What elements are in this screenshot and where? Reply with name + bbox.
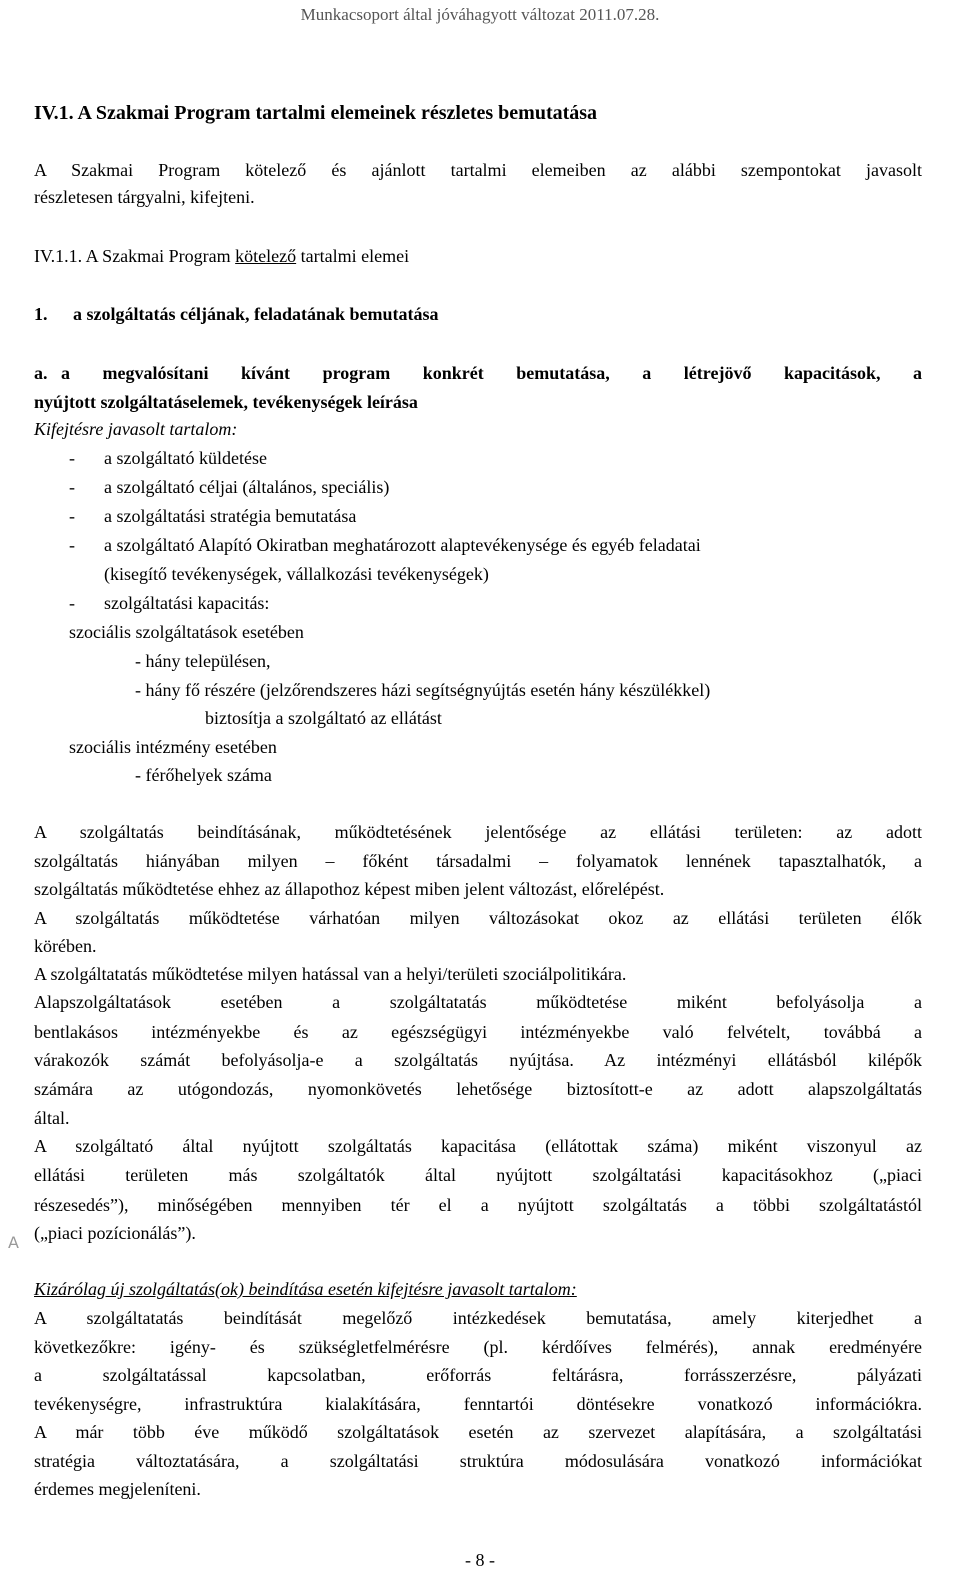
new-service-line: A már több éve működő szolgáltatások esetén az szervezet alapítására, a szolgáltatási (34, 1422, 922, 1442)
item-a-line-1: a megvalósítani kívánt program konkrét bemutatása, a létrejövő kapacitások, a (61, 363, 922, 383)
paragraph-line: A szolgáltatatás működtetése milyen hatással van a helyi/területi szociálpolitikára. (34, 964, 627, 984)
paragraph-line: ellátási területen más szolgáltatók által nyújtott szolgáltatási kapacitásokhoz („piaci (34, 1165, 922, 1185)
bullet-item: a szolgáltató céljai (általános, speciális) (104, 477, 390, 497)
paragraph-line: szolgáltatás működtetése ehhez az állapothoz képest miben jelent változást, előrelépést. (34, 879, 665, 899)
bullet-dash: - (69, 448, 75, 468)
new-service-line: a szolgáltatással kapcsolatban, erőforrás feltárásra, forrásszerzésre, pályázati (34, 1365, 922, 1385)
bullet-item: a szolgáltató Alapító Okiratban meghatározott alaptevékenysége és egyéb feladatai (104, 535, 701, 555)
subsection-underlined: kötelező (235, 246, 297, 266)
paragraph-line: A szolgáltató által nyújtott szolgáltatás kapacitása (ellátottak száma) miként viszonyul az (34, 1136, 922, 1156)
bullet-dash: - (69, 535, 75, 555)
paragraph-line: A szolgáltatás működtetése várhatóan milyen változásokat okoz az ellátási területen élők (34, 908, 922, 928)
subsection-prefix: IV.1.1. A Szakmai Program (34, 246, 236, 266)
capacity-sub-item-continuation: biztosítja a szolgáltató az ellátást (205, 708, 442, 728)
paragraph-line: szolgáltatás hiányában milyen – főként társadalmi – folyamatok lennének tapasztalhatók, a (34, 851, 922, 871)
paragraph-line: körében. (34, 936, 97, 956)
bullet-item: szolgáltatási kapacitás: (104, 593, 270, 613)
capacity-sub-item: - férőhelyek száma (135, 765, 272, 785)
bullet-dash: - (69, 477, 75, 497)
page-header: Munkacsoport által jóváhagyott változat 2011.07.28. (300, 5, 660, 24)
paragraph-line: („piaci pozícionálás”). (34, 1223, 196, 1243)
intro-line-1: A Szakmai Program kötelező és ajánlott tartalmi elemeiben az alábbi szempontokat javasolt (34, 160, 922, 180)
paragraph-line: által. (34, 1108, 70, 1128)
subsection-suffix: tartalmi elemei (296, 246, 410, 266)
new-service-line: tevékenységre, infrastruktúra kialakítására, fenntartói döntésekre vonatkozó információkra. (34, 1394, 922, 1414)
new-service-heading: Kizárólag új szolgáltatás(ok) beindítása esetén kifejtésre javasolt tartalom: (34, 1279, 577, 1299)
margin-mark: A (8, 1233, 19, 1252)
new-service-line: következőkre: igény- és szükségletfelmérésre (pl. kérdőíves felmérés), annak eredményére (34, 1337, 922, 1357)
paragraph-line: számára az utógondozás, nyomonkövetés lehetősége biztosított-e az adott alapszolgáltatás (34, 1079, 922, 1099)
new-service-line: érdemes megjeleníteni. (34, 1479, 201, 1499)
item-1-text: a szolgáltatás céljának, feladatának bemutatása (73, 304, 439, 324)
subsection-title (34, 247, 409, 265)
page-number: - 8 - (465, 1550, 495, 1570)
bullet-item: a szolgáltatási stratégia bemutatása (104, 506, 357, 526)
new-service-line: A szolgáltatatás beindítását megelőző intézkedések bemutatása, amely kiterjedhet a (34, 1308, 922, 1328)
item-a-letter: a. (34, 363, 48, 383)
bullet-dash: - (69, 593, 75, 613)
paragraph-line: bentlakásos intézményekbe és az egészségügyi intézményekbe való felvételt, továbbá a (34, 1022, 922, 1042)
paragraph-line: várakozók számát befolyásolja-e a szolgáltatás nyújtása. Az intézményi ellátásból kilépők (34, 1050, 922, 1070)
item-a-line-2: nyújtott szolgáltatáselemek, tevékenységek leírása (34, 392, 418, 412)
item-1-number: 1. (34, 304, 48, 324)
paragraph-line: Alapszolgáltatások esetében a szolgáltatatás működtetése miként befolyásolja a (34, 992, 922, 1012)
capacity-sub-item: - hány fő részére (jelzőrendszeres házi segítségnyújtás esetén hány készülékkel) (135, 680, 711, 700)
social-services-heading: szociális szolgáltatások esetében (69, 622, 304, 642)
paragraph-line: részesedés”), minőségében mennyiben tér el a nyújtott szolgáltatás a többi szolgáltatástól (34, 1195, 922, 1215)
paragraph-line: A szolgáltatás beindításának, működtetésének jelentősége az ellátási területen: az adott (34, 822, 922, 842)
capacity-sub-item: - hány településen, (135, 651, 271, 671)
intro-line-2: részletesen tárgyalni, kifejteni. (34, 187, 255, 207)
bullet-item-continuation: (kisegítő tevékenységek, vállalkozási tevékenységek) (104, 564, 489, 584)
section-title: IV.1. A Szakmai Program tartalmi elemeinek részletes bemutatása (34, 102, 598, 124)
new-service-line: stratégia változtatására, a szolgáltatási struktúra módosulására vonatkozó információkat (34, 1451, 922, 1471)
institution-heading: szociális intézmény esetében (69, 737, 277, 757)
suggested-content-label: Kifejtésre javasolt tartalom: (34, 419, 238, 439)
bullet-dash: - (69, 506, 75, 526)
bullet-item: a szolgáltató küldetése (104, 448, 267, 468)
